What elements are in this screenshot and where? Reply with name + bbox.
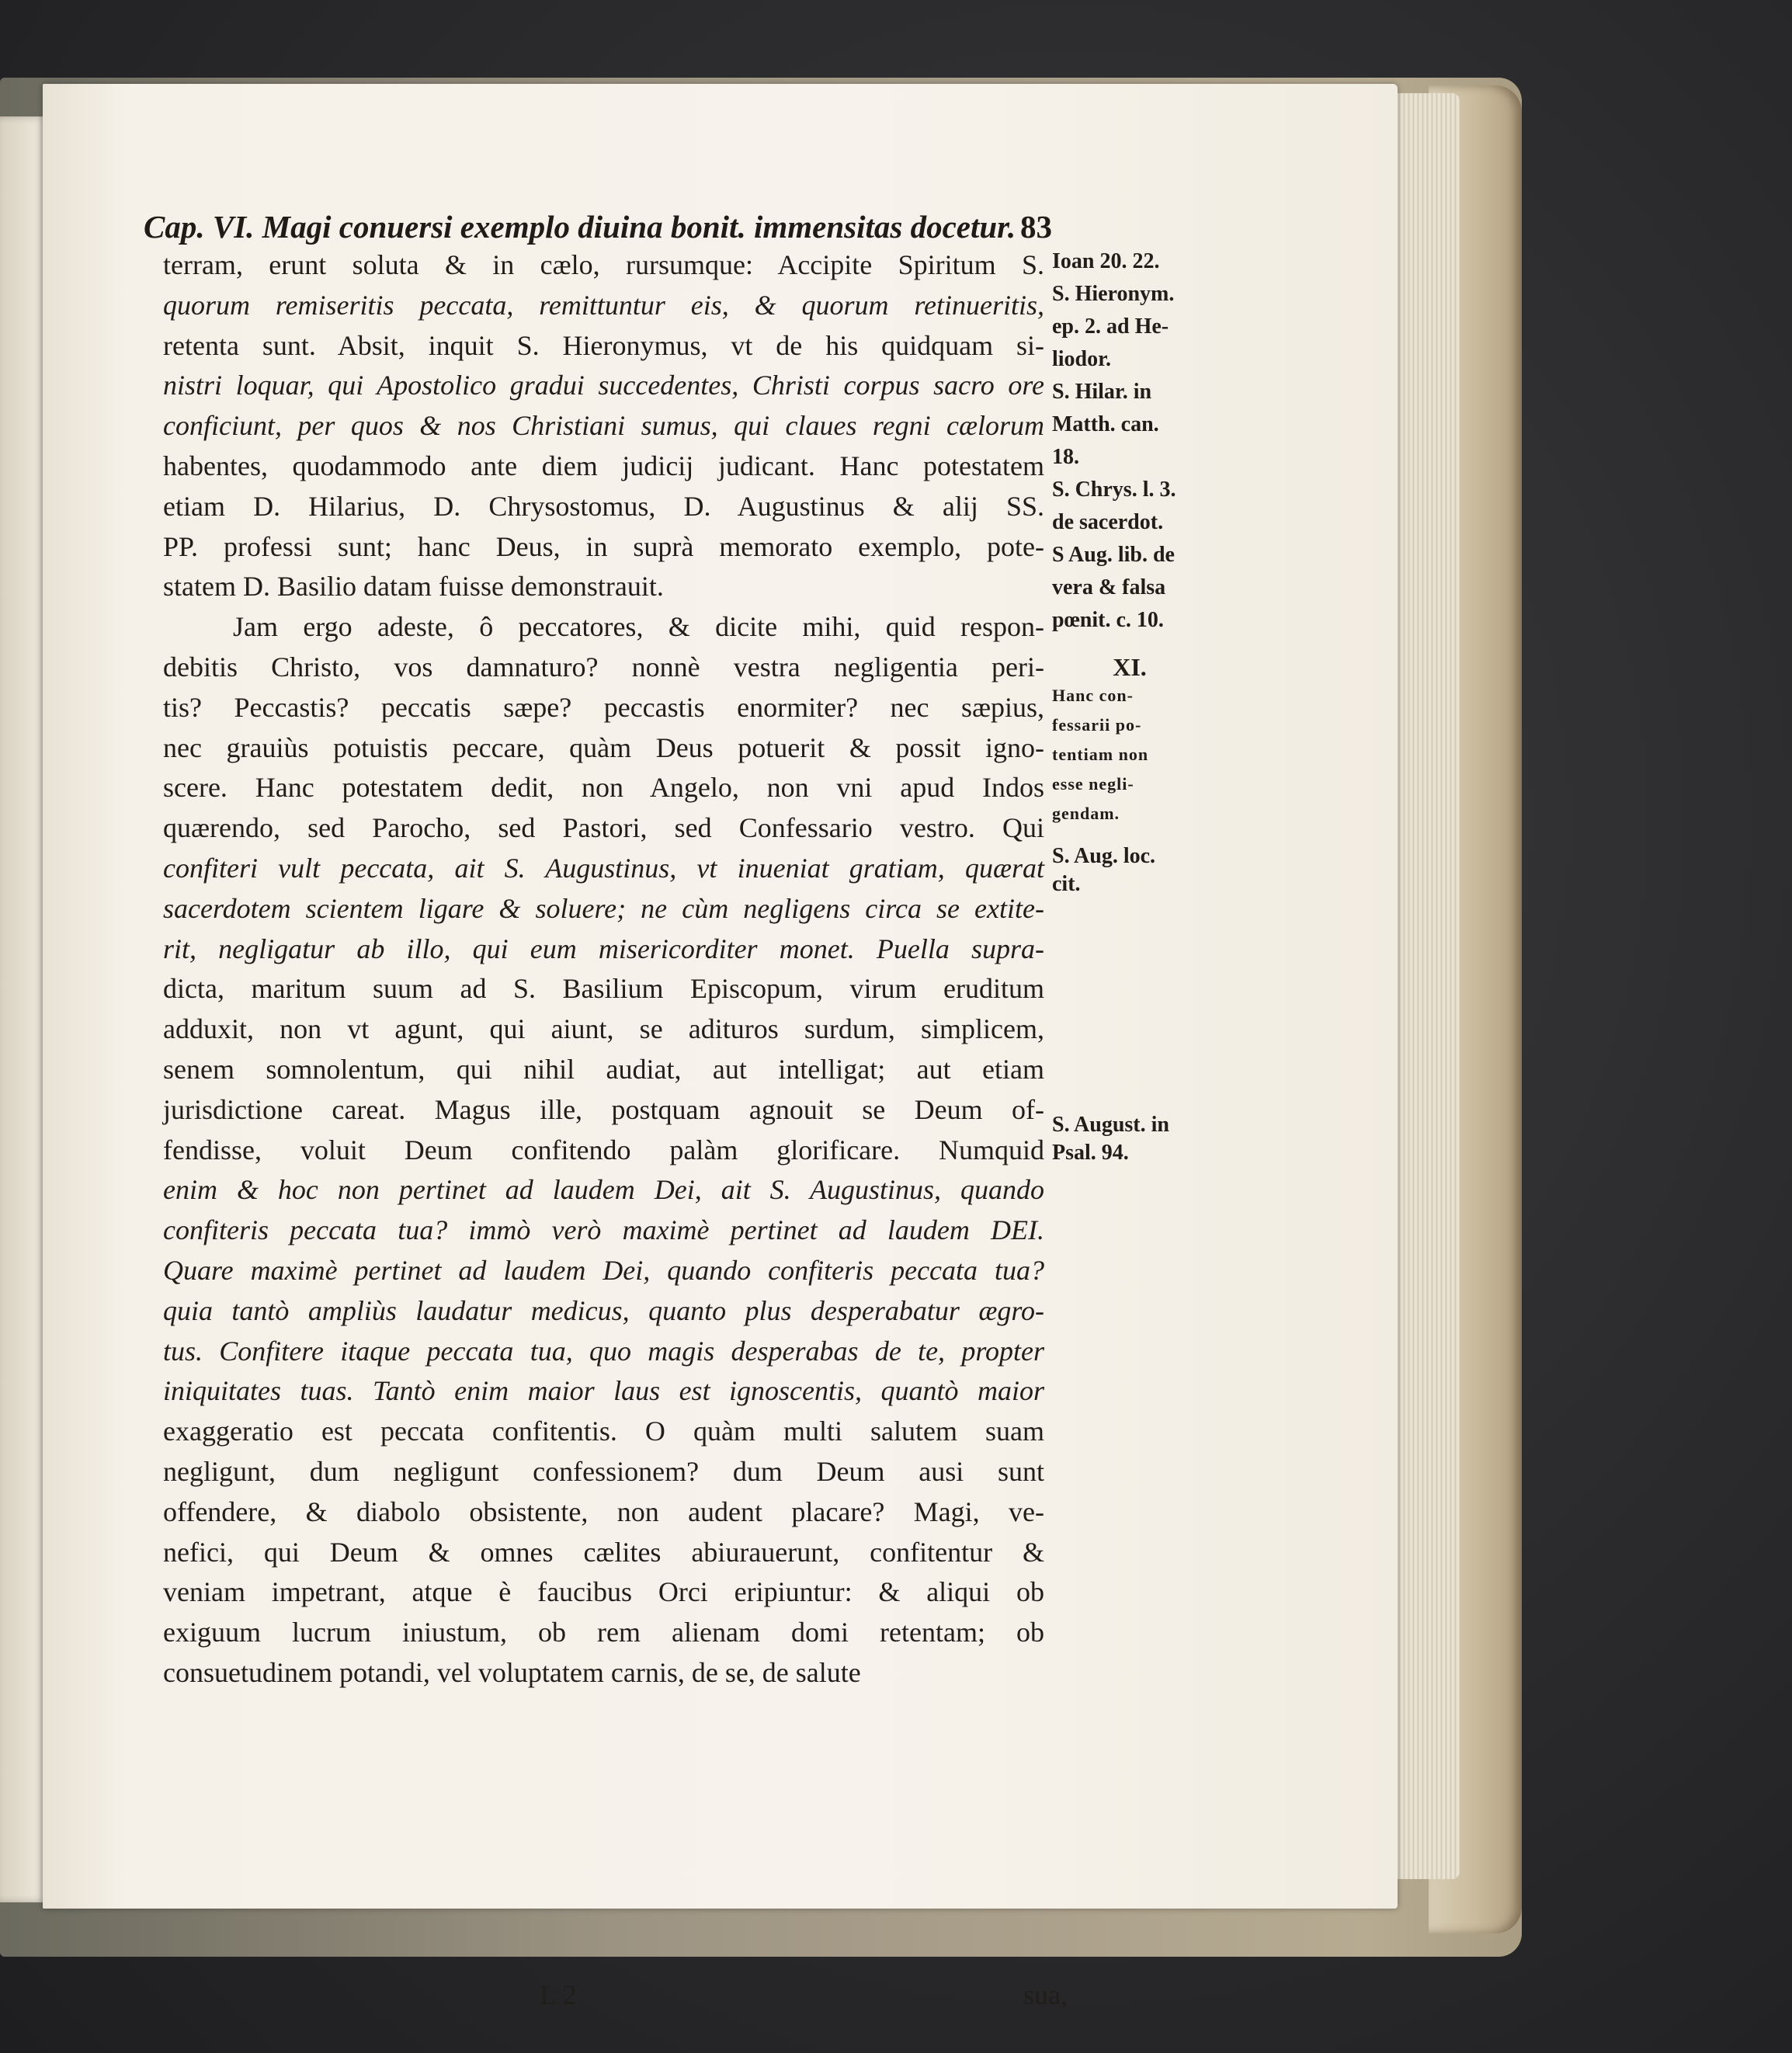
signature-mark: L 2 — [540, 1979, 577, 2010]
marginal-note: pœnit. c. 10. — [1052, 608, 1164, 632]
page-number: 83 — [1020, 209, 1052, 245]
running-head-title: Cap. VI. Magi conuersi exemplo diuina bonit. immensitas docetur. — [144, 209, 1016, 245]
catchword: sua, — [1023, 1979, 1068, 2010]
marginal-note: S. Chrys. l. 3. — [1052, 478, 1176, 502]
text-line: Jam ergo adeste, ô peccatores, & dicite mihi, quid respon- — [233, 611, 1044, 643]
marginal-note: esse negli- — [1052, 774, 1134, 794]
text-line: sacerdotem scientem ligare & soluere; ne cùm negligens circa se extite- — [163, 892, 1044, 924]
page-footer — [167, 1978, 1068, 2011]
text-line: quia tantò ampliùs laudatur medicus, quanto plus desperabatur ægro- — [163, 1294, 1044, 1326]
text-line: tis? Peccastis? peccatis sæpe? peccastis enormiter? nec sæpius, — [163, 691, 1044, 723]
marginal-note: S. Aug. loc. — [1052, 844, 1156, 868]
marginal-note: cit. — [1052, 872, 1081, 896]
marginal-note: S. Hieronym. — [1052, 282, 1175, 306]
running-head — [144, 208, 1052, 245]
section-number: XI. — [1113, 653, 1147, 681]
marginal-note: Matth. can. — [1052, 412, 1159, 436]
text-line: statem D. Basilio datam fuisse demonstrauit. — [163, 571, 664, 603]
text-line: confiteri vult peccata, ait S. Augustinus, vt inueniat gratiam, quærat — [163, 852, 1044, 884]
marginal-note: liodor. — [1052, 347, 1111, 371]
text-line: quorum remiseritis peccata, remittuntur eis, & quorum retinueritis, — [163, 289, 1044, 321]
text-line: veniam impetrant, atque è faucibus Orci eripiuntur: & aliqui ob — [163, 1576, 1044, 1608]
marginal-note: S Aug. lib. de — [1052, 543, 1175, 567]
main-text-block — [163, 245, 1044, 1693]
marginal-note: Ioan 20. 22. — [1052, 249, 1160, 273]
text-line: exaggeratio est peccata confitentis. O quàm multi salutem suam — [163, 1416, 1044, 1447]
marginal-note: Psal. 94. — [1052, 1141, 1129, 1165]
text-line: PP. professi sunt; hanc Deus, in suprà memorato exemplo, pote- — [163, 530, 1044, 562]
text-line: jurisdictione careat. Magus ille, postquam agnouit se Deum of- — [163, 1093, 1044, 1125]
text-line: Quare maximè pertinet ad laudem Dei, quando confiteris peccata tua? — [163, 1254, 1044, 1286]
text-line: quærendo, sed Parocho, sed Pastori, sed Confessario vestro. Qui — [163, 812, 1044, 844]
marginal-note: Hanc con- — [1052, 686, 1134, 705]
text-line: enim & hoc non pertinet ad laudem Dei, ait S. Augustinus, quando — [163, 1174, 1044, 1206]
marginal-note: de sacerdot. — [1052, 510, 1164, 534]
marginal-note: gendam. — [1052, 804, 1120, 823]
text-line: consuetudinem potandi, vel voluptatem carnis, de se, de salute — [163, 1656, 861, 1688]
marginalia-section — [1052, 648, 1207, 831]
text-line: nistri loquar, qui Apostolico gradui succedentes, Christi corpus sacro ore — [163, 370, 1044, 401]
marginal-note: 18. — [1052, 445, 1079, 469]
text-line: fendisse, voluit Deum confitendo palàm glorificare. Numquid — [163, 1134, 1044, 1165]
marginalia-group-1 — [1052, 250, 1207, 641]
text-line: rit, negligatur ab illo, qui eum misericorditer monet. Puella supra- — [163, 933, 1044, 964]
text-line: habentes, quodammodo ante diem judicij judicant. Hanc potestatem — [163, 450, 1044, 481]
section-heading — [1052, 683, 1207, 826]
text-line: offendere, & diabolo obsistente, non audent placare? Magi, ve- — [163, 1495, 1044, 1527]
text-line: exiguum lucrum iniustum, ob rem alienam domi retentam; ob — [163, 1617, 1044, 1648]
text-line: nefici, qui Deum & omnes cælites abiurauerunt, confitentur & — [163, 1536, 1044, 1568]
marginal-note: tentiam non — [1052, 745, 1149, 764]
text-line: dicta, maritum suum ad S. Basilium Episcopum, virum eruditum — [163, 973, 1044, 1005]
facing-page-edge — [0, 116, 47, 1902]
text-line: confiteris peccata tua? immò verò maximè pertinet ad laudem DEI. — [163, 1214, 1044, 1246]
marginal-note: S. Hilar. in — [1052, 380, 1152, 404]
text-line: scere. Hanc potestatem dedit, non Angelo, non vni apud Indos — [163, 772, 1044, 804]
marginal-note: ep. 2. ad He- — [1052, 314, 1169, 339]
text-line: debitis Christo, vos damnaturo? nonnè vestra negligentia peri- — [163, 651, 1044, 683]
text-line: retenta sunt. Absit, inquit S. Hieronymus, vt de his quidquam si- — [163, 329, 1044, 361]
marginal-note: fessarii po- — [1052, 715, 1142, 735]
marginalia-group-3 — [1052, 1113, 1207, 1169]
text-line: conficiunt, per quos & nos Christiani sumus, qui claues regni cælorum — [163, 410, 1044, 442]
marginalia-group-2 — [1052, 845, 1207, 901]
text-line: nec grauiùs potuistis peccare, quàm Deus potuerit & possit igno- — [163, 731, 1044, 763]
marginal-note: vera & falsa — [1052, 575, 1166, 599]
text-line: tus. Confitere itaque peccata tua, quo magis desperabas de te, propter — [163, 1335, 1044, 1367]
marginal-note: S. August. in — [1052, 1113, 1169, 1137]
text-line: iniquitates tuas. Tantò enim maior laus est ignoscentis, quantò maior — [163, 1375, 1044, 1407]
text-line: senem somnolentum, qui nihil audiat, aut intelligat; aut etiam — [163, 1053, 1044, 1085]
text-line: etiam D. Hilarius, D. Chrysostomus, D. Augustinus & alij SS. — [163, 490, 1044, 522]
text-line: negligunt, dum negligunt confessionem? dum Deum ausi sunt — [163, 1455, 1044, 1487]
text-line: adduxit, non vt agunt, qui aiunt, se adituros surdum, simplicem, — [163, 1013, 1044, 1045]
text-line: terram, erunt soluta & in cælo, rursumque: Accipite Spiritum S. — [163, 249, 1044, 280]
